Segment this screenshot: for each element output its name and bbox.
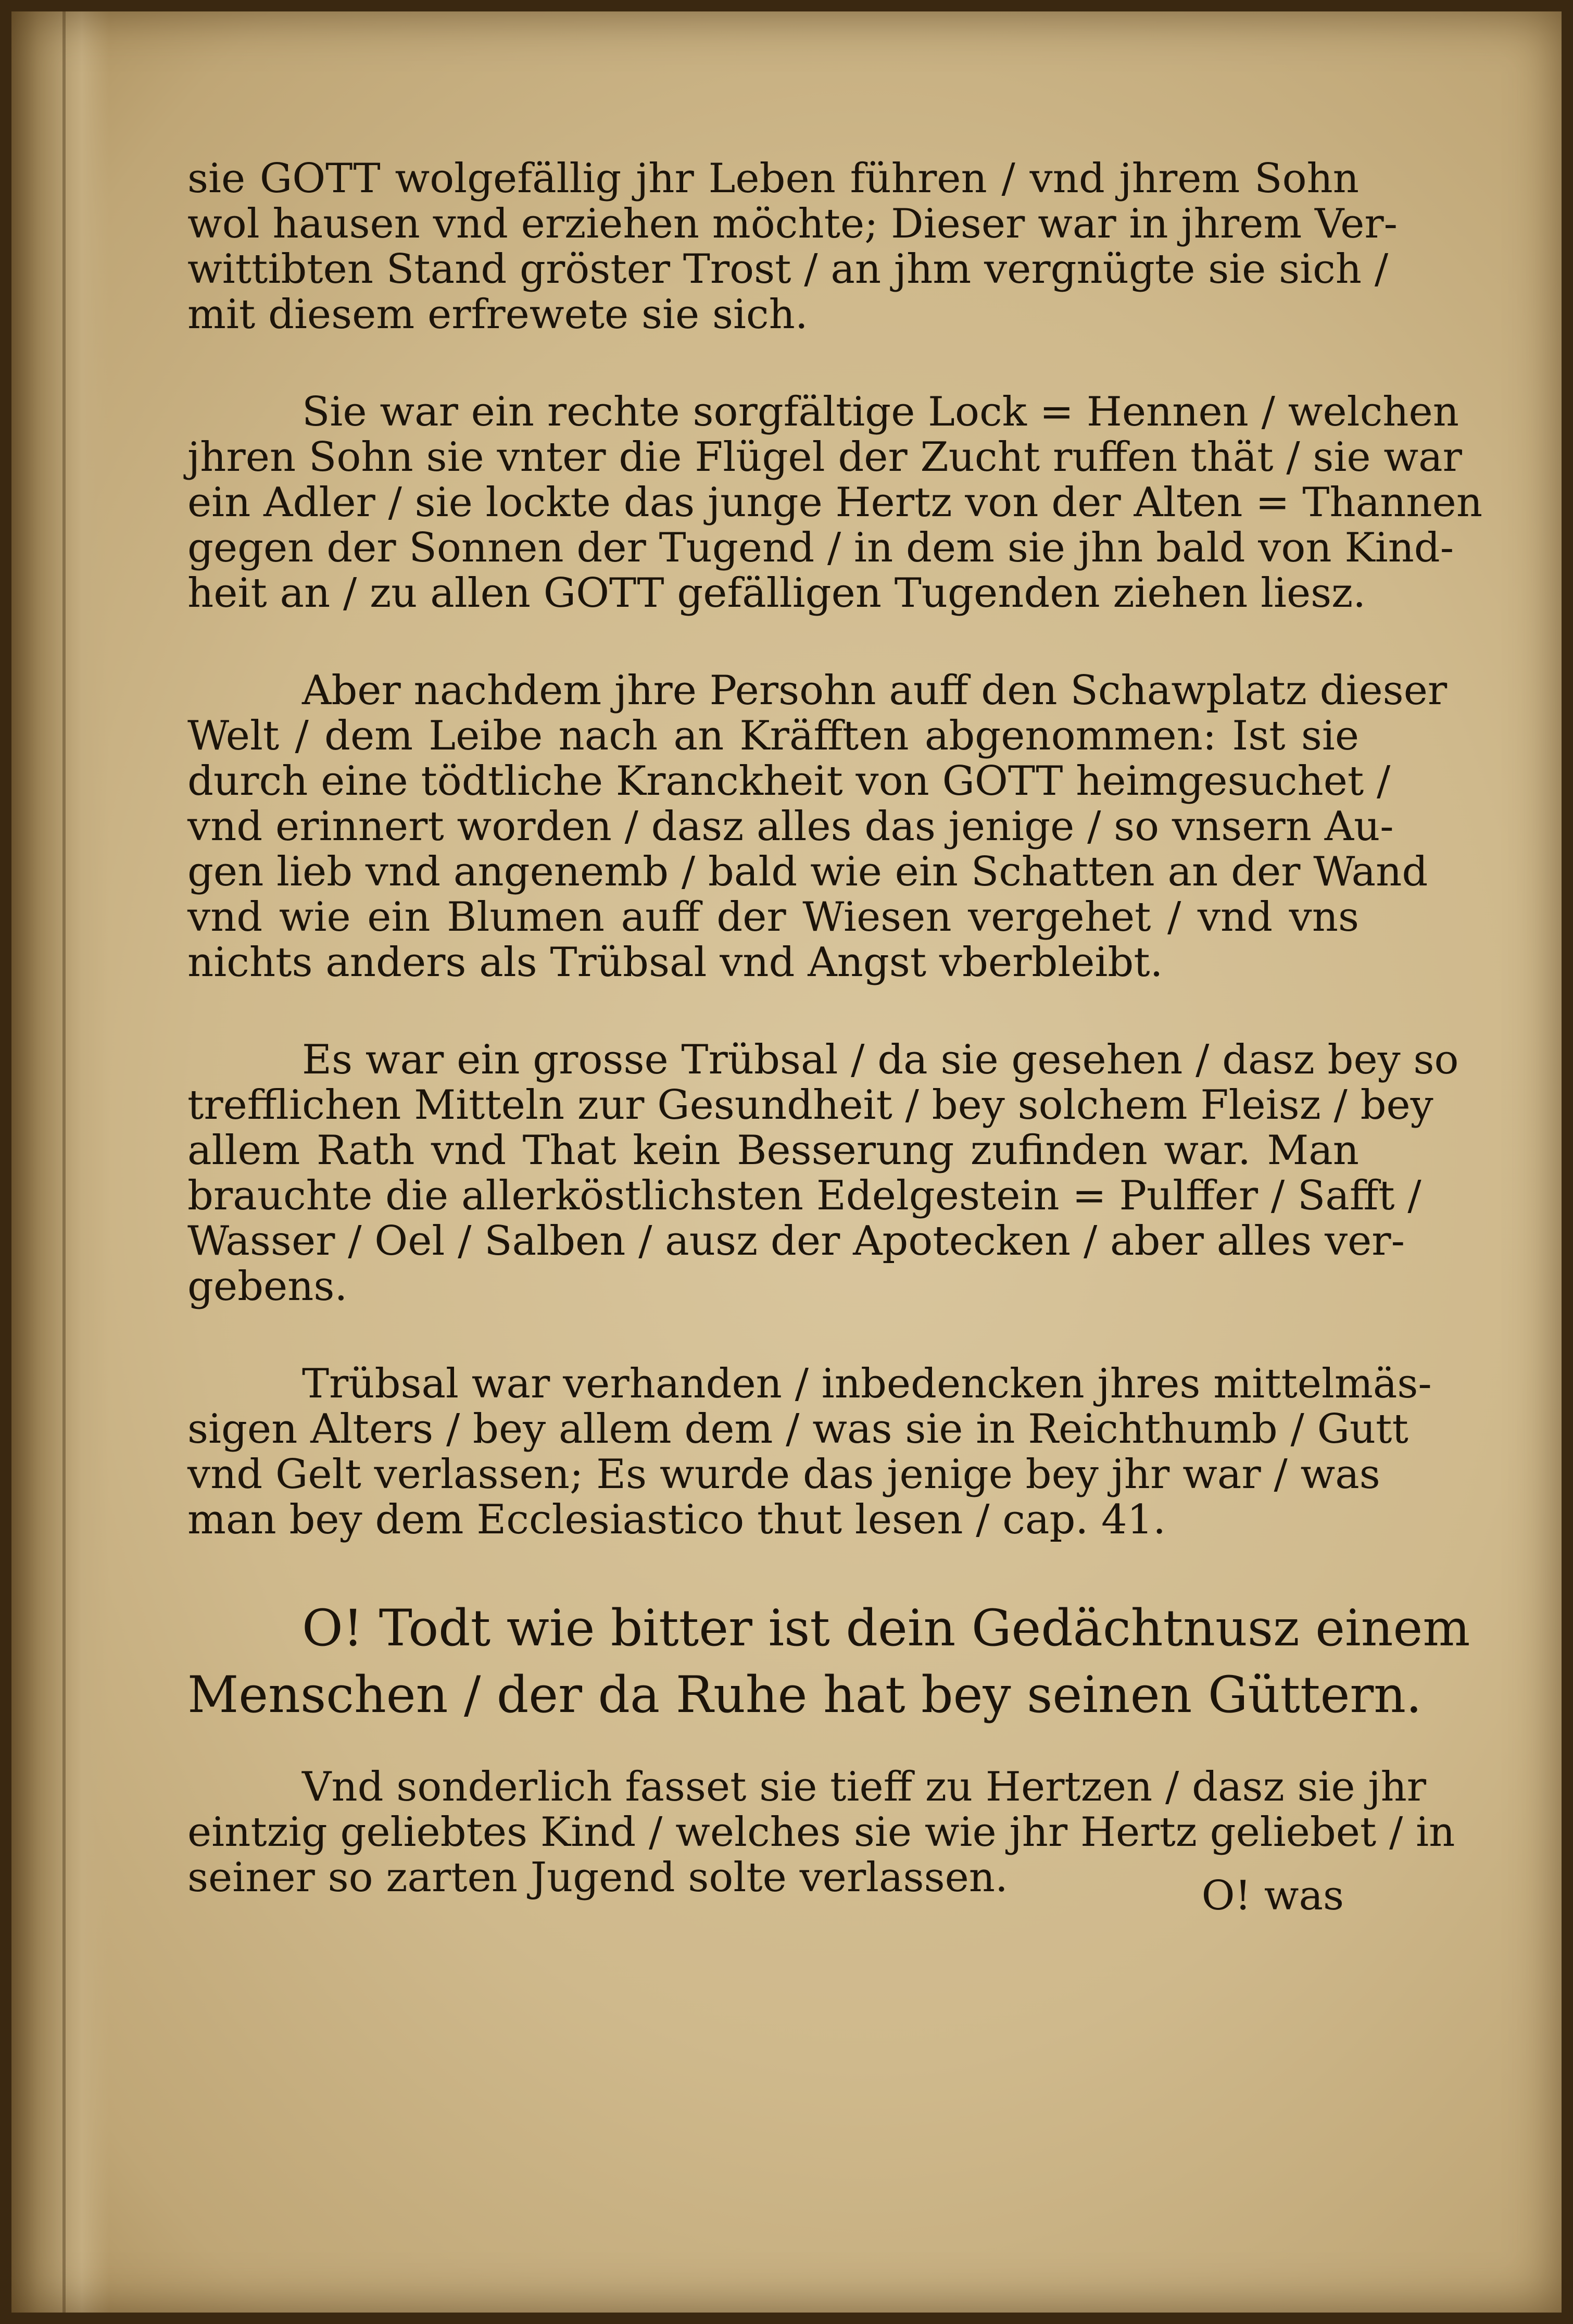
text-line: mit diesem erfrewete sie sich.	[187, 291, 808, 338]
text-line: seiner so zarten Jugend solte verlassen.	[187, 1854, 1008, 1901]
paragraph-5	[187, 1360, 1432, 1543]
text-line: vnd Gelt verlassen; Es wurde das jenige bey jhr war / was	[187, 1451, 1380, 1498]
text-line: Welt / dem Leibe nach an Kräfften abgenommen: Ist sie	[187, 713, 1359, 759]
text-line: gegen der Sonnen der Tugend / in dem sie jhn bald von Kind-	[187, 524, 1454, 571]
quote-line: O! Todt wie bitter ist dein Gedächtnusz einem	[302, 1599, 1470, 1657]
text-line: durch eine tödtliche Kranckheit von GOTT heimgesuchet /	[187, 758, 1391, 805]
page-text	[187, 155, 1483, 1953]
text-line: eintzig geliebtes Kind / welches sie wie jhr Hertz geliebet / in	[187, 1809, 1455, 1856]
text-line: sie GOTT wolgefällig jhr Leben führen / vnd jhrem Sohn	[187, 155, 1359, 202]
text-line: vnd erinnert worden / dasz alles das jenige / so vnsern Au-	[187, 803, 1394, 850]
text-line: man bey dem Ecclesiastico thut lesen / cap. 41.	[187, 1496, 1166, 1543]
paragraph-6	[187, 1764, 1455, 1901]
paragraph-2	[187, 389, 1483, 617]
text-line: ein Adler / sie lockte das junge Hertz von der Alten = Thannen	[187, 479, 1483, 526]
text-line: jhren Sohn sie vnter die Flügel der Zucht ruffen thät / sie war	[187, 434, 1462, 481]
text-line: wittibten Stand gröster Trost / an jhm vergnügte sie sich /	[187, 246, 1389, 293]
paragraph-3	[187, 667, 1448, 986]
text-line: Sie war ein rechte sorgfältige Lock = Hennen / welchen	[302, 389, 1459, 435]
text-line: brauchte die allerköstlichsten Edelgestein = Pulffer / Safft /	[187, 1172, 1421, 1219]
text-line: vnd wie ein Blumen auff der Wiesen vergehet / vnd vns	[187, 894, 1359, 941]
text-line: wol hausen vnd erziehen möchte; Dieser war in jhrem Ver-	[187, 201, 1398, 247]
text-line: Vnd sonderlich fasset sie tieff zu Hertzen / dasz sie jhr	[302, 1764, 1427, 1810]
text-line: gebens.	[187, 1263, 348, 1310]
catchword: O! was	[1201, 1872, 1344, 1919]
paragraph-4	[187, 1036, 1459, 1310]
text-line: allem Rath vnd That kein Besserung zufinden war. Man	[187, 1127, 1359, 1174]
text-line: trefflichen Mitteln zur Gesundheit / bey solchem Fleisz / bey	[187, 1082, 1433, 1129]
book-spine-shadow	[0, 0, 109, 2324]
quote-block	[187, 1595, 1470, 1728]
text-line: Es war ein grosse Trübsal / da sie gesehen / dasz bey so	[302, 1036, 1459, 1083]
text-line: Wasser / Oel / Salben / ausz der Apotecken / aber alles ver-	[187, 1218, 1405, 1265]
text-line: Aber nachdem jhre Persohn auff den Schawplatz dieser	[302, 667, 1448, 714]
text-line: gen lieb vnd angenemb / bald wie ein Schatten an der Wand	[187, 848, 1428, 895]
text-line: sigen Alters / bey allem dem / was sie in Reichthumb / Gutt	[187, 1406, 1408, 1453]
text-line: Trübsal war verhanden / inbedencken jhres mittelmäs-	[302, 1360, 1432, 1407]
text-line: heit an / zu allen GOTT gefälligen Tugenden ziehen liesz.	[187, 570, 1366, 617]
quote-line: Menschen / der da Ruhe hat bey seinen Güttern.	[187, 1666, 1422, 1724]
paragraph-1	[187, 155, 1398, 338]
page-edge-line	[62, 0, 66, 2324]
text-line: nichts anders als Trübsal vnd Angst vberbleibt.	[187, 939, 1163, 986]
